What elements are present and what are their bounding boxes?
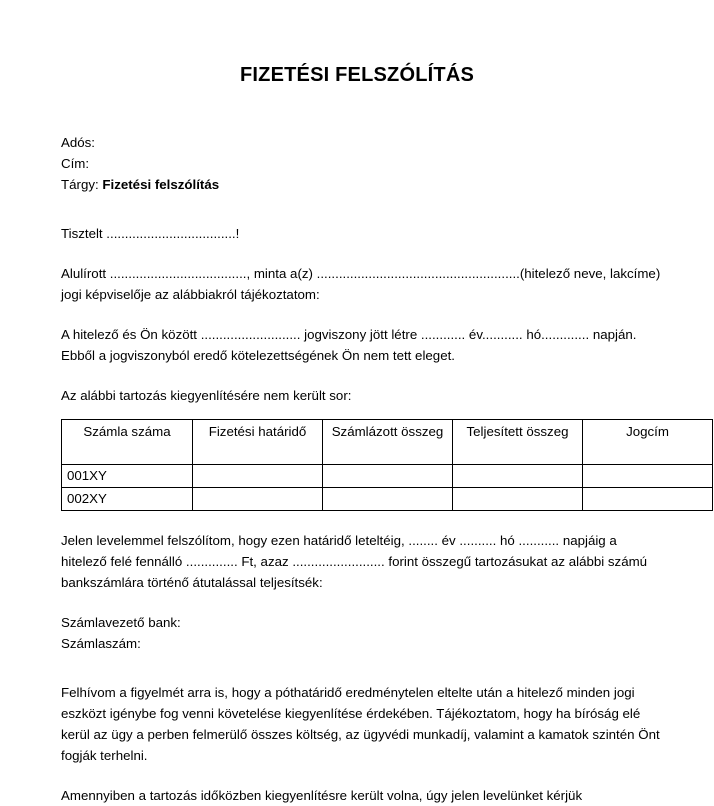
table-cell-payment-deadline — [193, 465, 323, 488]
spacer — [48, 366, 666, 385]
spacer — [48, 406, 666, 419]
spacer — [48, 195, 666, 223]
table-cell-invoiced-amount — [323, 465, 453, 488]
table-cell-paid-amount — [453, 465, 583, 488]
invoice-table — [61, 419, 713, 511]
spacer — [48, 654, 666, 682]
address-label: Cím: — [61, 156, 90, 171]
paragraph-legal-relationship: A hitelező és Ön között ........................... jogviszony jött létre ............ év........... hó............. napján. Ebből a jogviszonyból eredő kötelezettségének Ön nem tett eleget. — [61, 327, 637, 363]
spacer — [48, 88, 666, 132]
spacer — [48, 244, 666, 263]
table-cell-legal-title — [583, 465, 713, 488]
spacer — [48, 593, 666, 612]
table-cell-paid-amount — [453, 488, 583, 511]
table-cell-invoice-number: 002XY — [62, 488, 193, 511]
subject-value: Fizetési felszólítás — [102, 177, 220, 192]
page-title: FIZETÉSI FELSZÓLÍTÁS — [240, 64, 474, 86]
paragraph-already-paid: Amennyiben a tartozás időközben kiegyenlítésre került volna, úgy jelen levelünket kérjük — [61, 788, 583, 803]
table-header-row — [62, 420, 713, 465]
table-header-invoiced-amount: Számlázott összeg — [323, 420, 453, 465]
salutation: Tisztelt ...................................! — [61, 226, 240, 241]
spacer — [48, 305, 666, 324]
paragraph-payment-demand: Jelen levelemmel felszólítom, hogy ezen határidő leteltéig, ........ év .......... hó ........... napjáig a hitelező felé fennálló .............. Ft, azaz ......................... forint összegű tartozásukat az alábbi számú bankszámlára történő átutalással teljesítsék: — [61, 533, 648, 590]
table-row — [62, 465, 713, 488]
table-header-legal-title: Jogcím — [583, 420, 713, 465]
paragraph-debt-intro: Az alábbi tartozás kiegyenlítésére nem került sor: — [61, 388, 352, 403]
table-row — [62, 488, 713, 511]
bank-label: Számlavezető bank: — [61, 615, 181, 630]
account-number-label: Számlaszám: — [61, 636, 141, 651]
paragraph-legal-consequences: Felhívom a figyelmét arra is, hogy a póthatáridő eredménytelen eltelte után a hitelező minden jogi eszközt igénybe fog venni követelése kiegyenlítése érdekében. Tájékoztatom, hogy ha bíróság elé kerül az ügy a perben felmerülő összes költség, az ügyvédi munkadíj, valamint a kamatok szintén Önt fogják terhelni. — [61, 685, 660, 763]
subject-label: Tárgy: — [61, 177, 99, 192]
table-header — [62, 420, 713, 465]
table-body — [62, 465, 713, 511]
spacer — [48, 511, 666, 530]
table-cell-invoiced-amount — [323, 488, 453, 511]
table-header-paid-amount: Teljesített összeg — [453, 420, 583, 465]
debtor-label: Adós: — [61, 135, 96, 150]
subject-line — [48, 174, 666, 195]
table-cell-invoice-number: 001XY — [62, 465, 193, 488]
table-cell-payment-deadline — [193, 488, 323, 511]
spacer — [48, 766, 666, 785]
table-cell-legal-title — [583, 488, 713, 511]
table-header-invoice-number: Számla száma — [62, 420, 193, 465]
table-header-payment-deadline: Fizetési határidő — [193, 420, 323, 465]
paragraph-representation: Alulírott ....................................., minta a(z) .......................................................(hitelező neve, lakcíme) jogi képviselője az alábbiakról tájékoztatom: — [61, 266, 661, 302]
